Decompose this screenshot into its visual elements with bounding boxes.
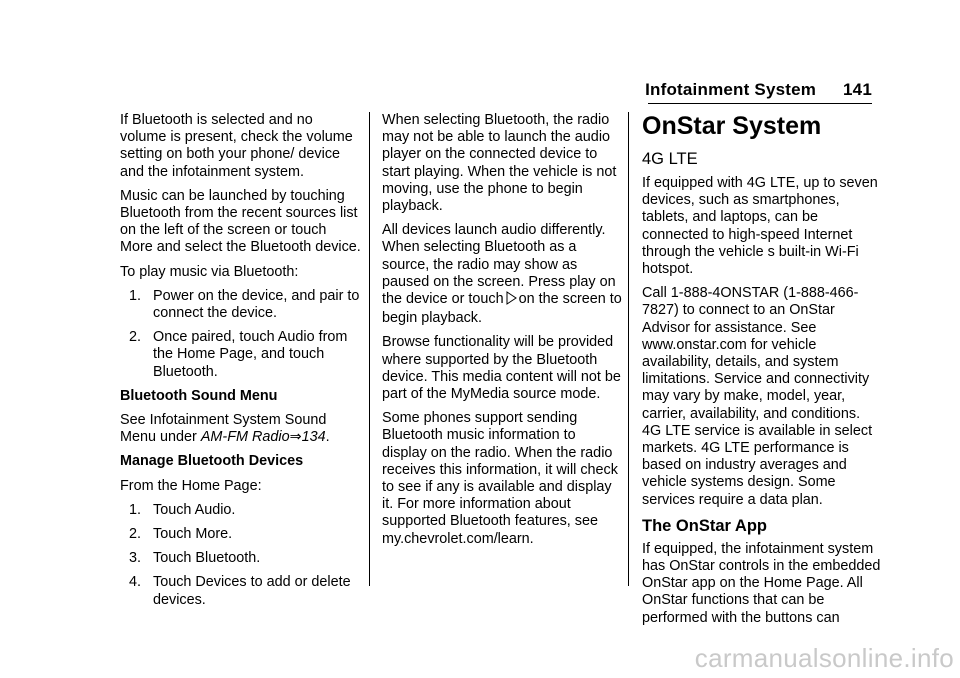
manage-steps-list	[120, 502, 362, 609]
paragraph: To play music via Bluetooth:	[120, 263, 299, 280]
column-1	[120, 112, 362, 616]
page-number: 141	[843, 80, 872, 99]
paragraph: If Bluetooth is selected and no volume is present, check the volume setting on both your phone/ device and the infotainment system.	[120, 112, 353, 180]
paragraph: From the Home Page:	[120, 477, 262, 494]
page-header	[645, 80, 872, 100]
watermark: carmanualsonline.info	[694, 643, 954, 673]
paragraph: Music can be launched by touching Bluetooth from the recent sources list on the left of the screen or touch More and select the Bluetooth device.	[120, 187, 361, 256]
column-divider-1	[369, 112, 370, 586]
section-title: Infotainment System	[645, 80, 817, 99]
section-heading: Manage Bluetooth Devices	[120, 453, 304, 470]
paragraph: Browse functionality will be provided where supported by the Bluetooth device. This media content will not be part of the MyMedia source mode.	[382, 334, 621, 403]
chapter-heading: OnStar System	[642, 112, 822, 140]
list-item: 2. Once paired, touch Audio from the Home Page, and touch Bluetooth.	[129, 329, 348, 380]
section-heading: Bluetooth Sound Menu	[120, 387, 278, 404]
list-item: 3. Touch Bluetooth.	[129, 550, 261, 567]
column-3	[642, 112, 882, 634]
play-steps-list	[120, 288, 362, 381]
paragraph: Some phones support sending Bluetooth music information to display on the radio. When the radio receives this information, it will check to see if any is available and display it. For more information about supported Bluetooth features, see my.chevrolet.com/learn.	[382, 410, 618, 547]
header-rule	[648, 103, 872, 104]
list-item: 4. Touch Devices to add or delete devices.	[129, 574, 351, 608]
paragraph: If equipped with 4G LTE, up to seven devices, such as smartphones, tablets, and laptops, can be connected to high-speed Internet through the vehicle s built-in Wi-Fi hotspot.	[642, 175, 878, 278]
play-icon	[506, 291, 517, 310]
column-divider-2	[628, 112, 629, 586]
column-2	[382, 112, 624, 555]
list-item: 2. Touch More.	[129, 526, 233, 543]
list-item: 1. Power on the device, and pair to connect the device.	[129, 287, 360, 322]
subsection-heading: 4G LTE	[642, 150, 698, 168]
paragraph: Call 1-888-4ONSTAR (1-888-466-7827) to connect to an OnStar Advisor for assistance. See www.onstar.com for vehicle availability, details, and system limitations. Service and connectivity may vary by make, model, year, carrier, availability, and conditions. 4G LTE service is available in select markets. 4G LTE performance is based on industry averages and vehicle systems design. Some services require a data plan.	[642, 285, 873, 508]
paragraph: When selecting Bluetooth, the radio may not be able to launch the audio player on the connected device to start playing. When the vehicle is not moving, use the phone to begin playback.	[382, 112, 617, 215]
paragraph: If equipped, the infotainment system has OnStar controls in the embedded OnStar app on the Home Page. All OnStar functions that can be performed with the buttons can	[642, 540, 881, 626]
list-item: 1. Touch Audio.	[129, 501, 236, 518]
cross-reference: See Infotainment System Sound Menu under AM-FM Radio⇒134.	[120, 412, 330, 446]
subsection-heading: The OnStar App	[642, 516, 767, 535]
page-reference-icon: ⇒	[289, 429, 302, 446]
reference-link[interactable]: AM-FM Radio	[200, 429, 290, 446]
paragraph: All devices launch audio differently. When selecting Bluetooth as a source, the radio may show as paused on the screen. Press play on the device or touch on the screen to begin playback.	[382, 222, 622, 327]
